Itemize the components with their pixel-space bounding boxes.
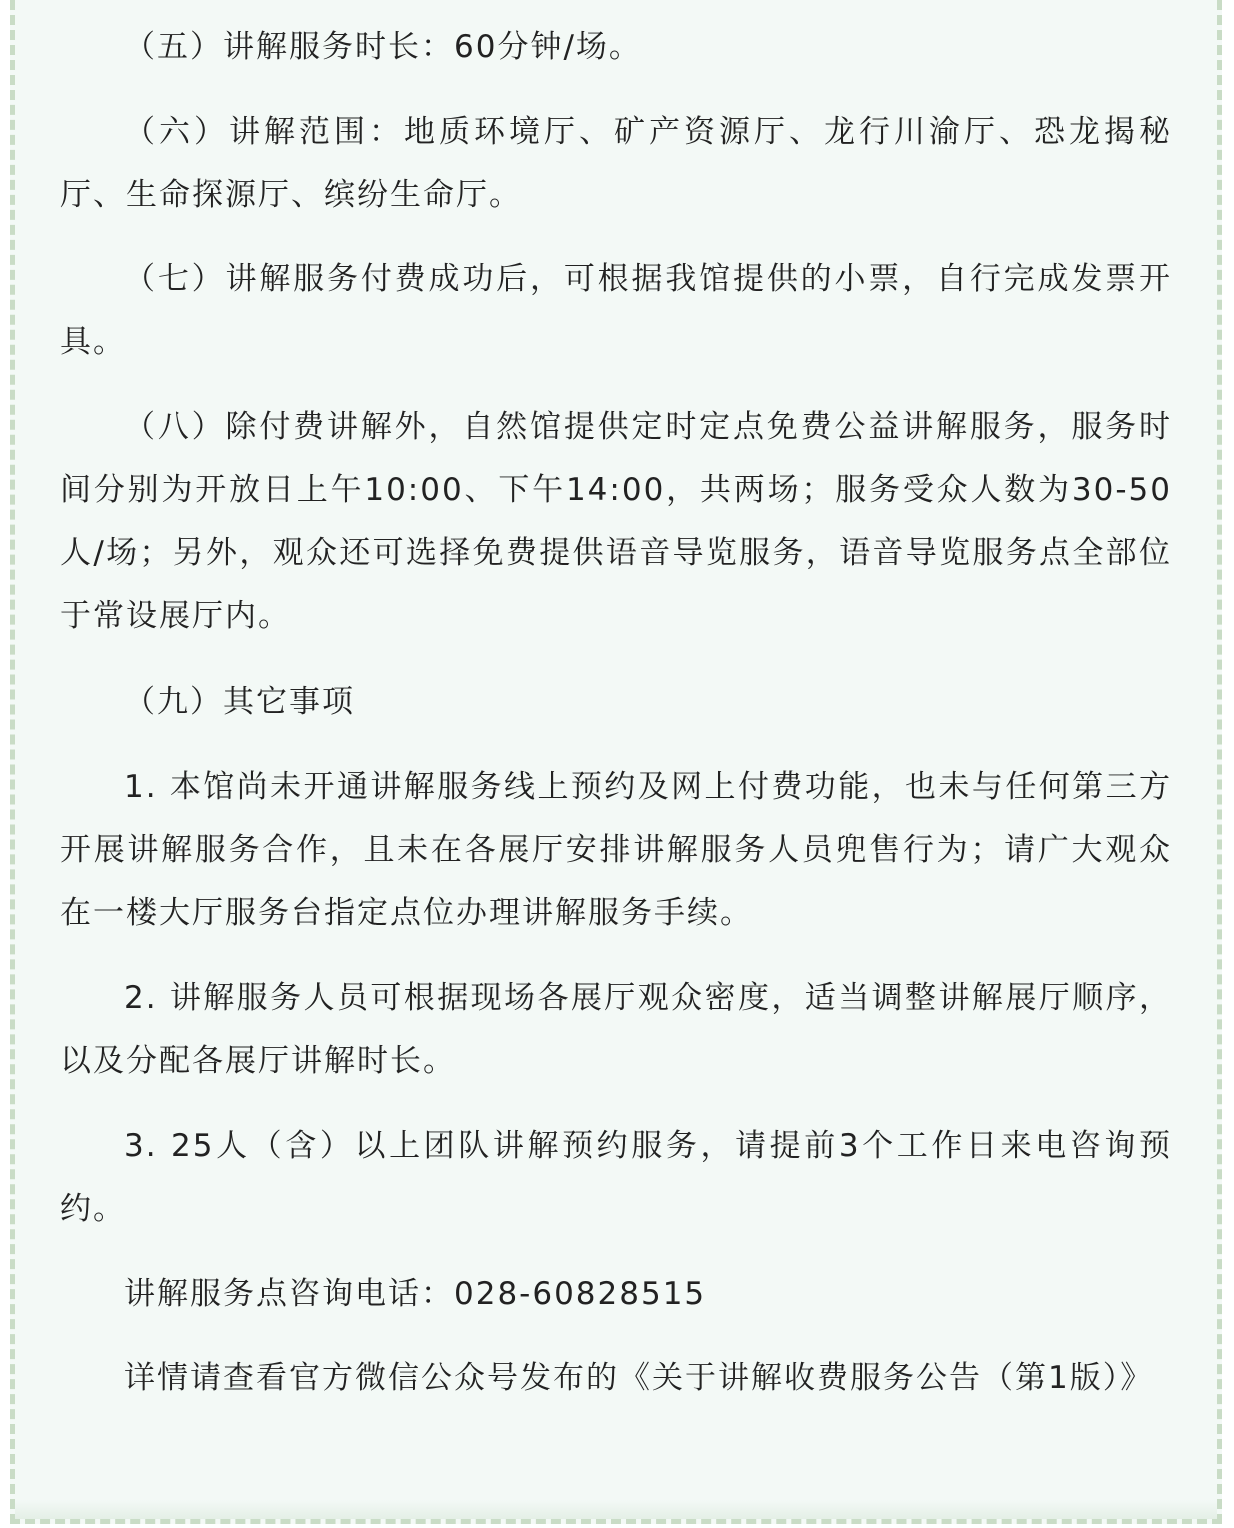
paragraph-service-scope: （六）讲解范围：地质环境厅、矿产资源厅、龙行川渝厅、恐龙揭秘厅、生命探源厅、缤纷生命厅。 [60,114,1172,213]
paragraph-free-service: （八）除付费讲解外，自然馆提供定时定点免费公益讲解服务，服务时间分别为开放日上午10:00、下午14:00，共两场；服务受众人数为30-50人/场；另外，观众还可选择免费提供语音导览服务，语音导览服务点全部位于常设展厅内。 [60,409,1172,634]
contact-phone: 讲解服务点咨询电话：028-60828515 [124,1276,707,1312]
list-item-2: 2. 讲解服务人员可根据现场各展厅观众密度，适当调整讲解展厅顺序，以及分配各展厅讲解时长。 [60,980,1172,1079]
paragraph-other-matters: （九）其它事项 [124,684,355,720]
paragraph-service-duration: （五）讲解服务时长：60分钟/场。 [124,29,642,65]
bottom-divider [15,1500,1217,1519]
list-item-3: 3. 25人（含）以上团队讲解预约服务，请提前3个工作日来电咨询预约。 [60,1128,1172,1227]
details-link-text: 详情请查看官方微信公众号发布的《关于讲解收费服务公告（第1版）》 [124,1360,1154,1396]
paragraph-invoice: （七）讲解服务付费成功后，可根据我馆提供的小票，自行完成发票开具。 [60,261,1172,360]
list-item-1: 1. 本馆尚未开通讲解服务线上预约及网上付费功能，也未与任何第三方开展讲解服务合作，且未在各展厅安排讲解服务人员兜售行为；请广大观众在一楼大厅服务台指定点位办理讲解服务手续。 [60,769,1172,931]
